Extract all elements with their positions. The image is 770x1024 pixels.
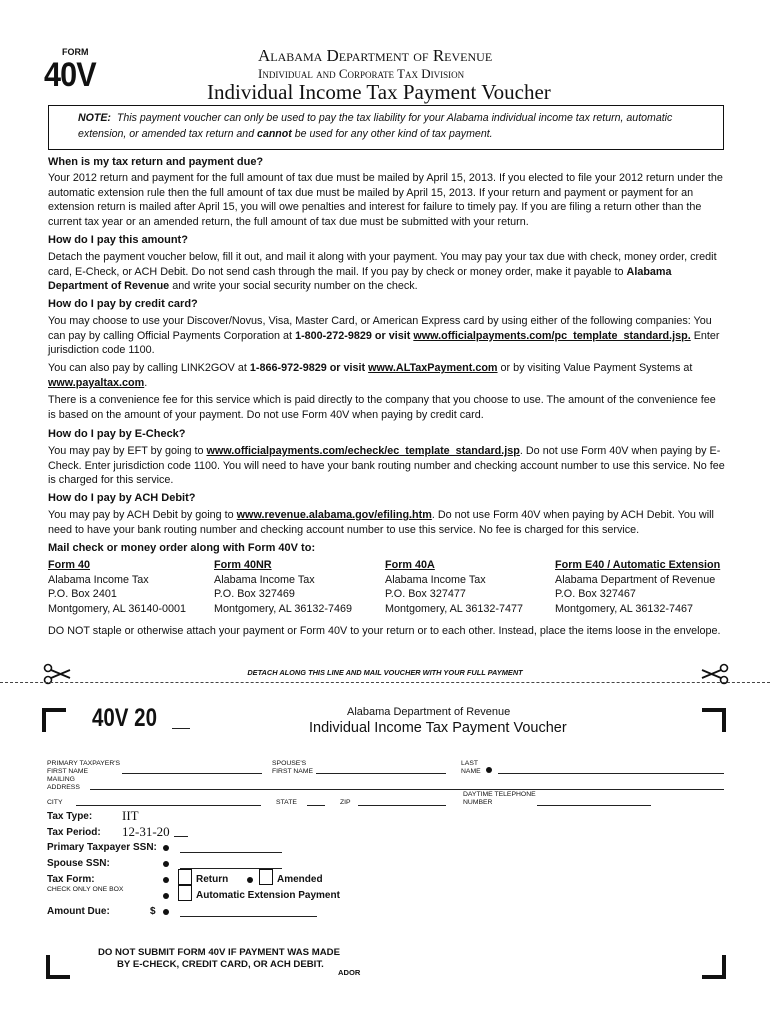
bullet-icon bbox=[163, 893, 169, 899]
bullet-icon bbox=[163, 861, 169, 867]
extension-checkbox[interactable] bbox=[178, 885, 192, 901]
bullet-icon bbox=[163, 909, 169, 915]
submission-warning: DO NOT SUBMIT FORM 40V IF PAYMENT WAS MADE BY E-CHECK, CREDIT CARD, OR ACH DEBIT. bbox=[98, 947, 340, 970]
city-field[interactable] bbox=[76, 805, 261, 806]
detach-line bbox=[0, 682, 770, 683]
how-text: Detach the payment voucher below, fill it out, and mail it along with your payment. You may pay your tax due with check, money order, credit card, E-Check, or ACH Debit. Do not send cash through the mail. If you pay by check or money order, make it payable to Alabama Department of Revenue and write your social security number on the check. bbox=[48, 251, 717, 293]
tax-type-value: IIT bbox=[122, 808, 139, 823]
credit-text-1: You may choose to use your Discover/Novus, Visa, Master Card, or American Express card by using either of the following companies: You can pay by calling Official Payments Corporation at 1-800-272-9829 or visit www.officialpayments.com/pc_template_standard.jsp. Enter jurisdiction code 1100. bbox=[48, 315, 720, 357]
ach-heading: How do I pay by ACH Debit? bbox=[48, 492, 196, 504]
note-text: NOTE: This payment voucher can only be used to pay the tax liability for your Alabama individual income tax return, automatic extension, or amended tax return and cannot be used for any other kind of tax payment. bbox=[78, 112, 673, 140]
efiling-link[interactable]: www.revenue.alabama.gov/efiling.htm bbox=[236, 509, 432, 521]
echeck-link[interactable]: www.officialpayments.com/echeck/ec_template_standard.jsp bbox=[206, 445, 520, 457]
echeck-heading: How do I pay by E-Check? bbox=[48, 428, 186, 440]
return-checkbox[interactable] bbox=[178, 869, 192, 885]
amount-due-field[interactable] bbox=[180, 916, 317, 917]
daytime-phone-label: DAYTIME TELEPHONE NUMBER bbox=[463, 791, 536, 806]
return-label: Return bbox=[196, 874, 229, 885]
echeck-text: You may pay by EFT by going to www.officialpayments.com/echeck/ec_template_standard.jsp. Do not use Form 40V when paying by E-Check. Enter jurisdiction code 1100. You will need to have your bank routing number and checking account number to use this service. No fee is charged for this service. bbox=[48, 445, 725, 487]
primary-first-name-label: PRIMARY TAXPAYER'S FIRST NAME bbox=[47, 760, 121, 775]
altaxpayment-link[interactable]: www.ALTaxPayment.com bbox=[368, 362, 498, 374]
address-form-40a: Form 40A Alabama Income Tax P.O. Box 327477 Montgomery, AL 36132-7477 bbox=[385, 559, 524, 615]
extension-label: Automatic Extension Payment bbox=[196, 890, 340, 901]
crop-mark-bottom-left bbox=[46, 955, 70, 979]
crop-mark-top-right bbox=[702, 708, 726, 732]
tax-period-year-field[interactable] bbox=[174, 836, 188, 837]
mail-heading: Mail check or money order along with Form 40V to: bbox=[48, 542, 316, 554]
tax-period-value: 12-31-20 bbox=[122, 824, 170, 839]
form-number: 40V bbox=[44, 56, 96, 94]
zip-field[interactable] bbox=[358, 805, 446, 806]
tax-form-label: Tax Form: bbox=[47, 874, 95, 885]
address-form-e40: Form E40 / Automatic Extension Alabama Department of Revenue P.O. Box 327467 Montgomery, AL 36132-7467 bbox=[555, 559, 721, 615]
scissors-icon bbox=[700, 663, 730, 690]
voucher-department: Alabama Department of Revenue bbox=[347, 706, 511, 718]
how-heading: How do I pay this amount? bbox=[48, 234, 188, 246]
primary-ssn-label: Primary Taxpayer SSN: bbox=[47, 842, 157, 853]
amount-due-label: Amount Due: bbox=[47, 906, 110, 917]
year-field[interactable] bbox=[172, 728, 190, 729]
bullet-icon bbox=[163, 845, 169, 851]
bullet-icon bbox=[247, 877, 253, 883]
voucher-title: Individual Income Tax Payment Voucher bbox=[309, 720, 567, 736]
spouse-ssn-label: Spouse SSN: bbox=[47, 858, 110, 869]
department-name: Alabama Department of Revenue bbox=[258, 46, 493, 65]
state-label: STATE bbox=[276, 799, 297, 806]
city-label: CITY bbox=[47, 799, 63, 806]
spouse-first-name-field[interactable] bbox=[316, 773, 446, 774]
primary-ssn-field[interactable] bbox=[180, 852, 282, 853]
credit-text-2: You can also pay by calling LINK2GOV at 1-866-972-9829 or visit www.ALTaxPayment.com or by visiting Value Payment Systems at www.payaltax.com. bbox=[48, 362, 693, 389]
mailing-address-label: MAILING ADDRESS bbox=[47, 776, 80, 791]
dollar-sign: $ bbox=[150, 906, 156, 917]
form-label: FORM bbox=[62, 47, 89, 57]
check-one-label: CHECK ONLY ONE BOX bbox=[47, 886, 124, 893]
tax-period-label: Tax Period: bbox=[47, 827, 101, 838]
last-name-field[interactable] bbox=[498, 773, 724, 774]
bullet-icon bbox=[163, 877, 169, 883]
crop-mark-bottom-right bbox=[702, 955, 726, 979]
due-text: Your 2012 return and payment for the full amount of tax due must be mailed by April 15, 2013. If you elected to file your 2012 return under the automatic extension rule then the full amount of tax due must be mailed by April 15, 2013. If your return and payment or payment for an extension return is mailed after April 15, you will owe penalties and interest for failure to timely pay. If you are filing a return other than the current tax year or an amended return, the full amount of tax due must be submitted with your return. bbox=[48, 172, 723, 228]
amended-label: Amended bbox=[277, 874, 323, 885]
ach-text: You may pay by ACH Debit by going to www.revenue.alabama.gov/efiling.htm. Do not use Form 40V when paying by ACH Debit. You will need to have your bank routing number and checking account number to use this service. No fee is charged for this service. bbox=[48, 509, 714, 536]
division-name: Individual and Corporate Tax Division bbox=[258, 66, 465, 81]
state-field[interactable] bbox=[307, 805, 325, 806]
primary-first-name-field[interactable] bbox=[122, 773, 262, 774]
bullet-icon bbox=[486, 767, 492, 773]
zip-label: ZIP bbox=[340, 799, 351, 806]
mailing-address-field[interactable] bbox=[90, 789, 724, 790]
official-payments-link[interactable]: www.officialpayments.com/pc_template_standard.jsp. bbox=[413, 329, 691, 342]
staple-note: DO NOT staple or otherwise attach your payment or Form 40V to your return or to each other. Instead, place the items loose in the envelope. bbox=[48, 625, 721, 637]
address-form-40: Form 40 Alabama Income Tax P.O. Box 2401 Montgomery, AL 36140-0001 bbox=[48, 559, 187, 615]
payaltax-link[interactable]: www.payaltax.com bbox=[48, 376, 145, 389]
daytime-phone-field[interactable] bbox=[537, 805, 651, 806]
spouse-first-name-label: SPOUSE'S FIRST NAME bbox=[272, 760, 314, 775]
amended-checkbox[interactable] bbox=[259, 869, 273, 885]
due-heading: When is my tax return and payment due? bbox=[48, 156, 264, 168]
credit-heading: How do I pay by credit card? bbox=[48, 298, 198, 310]
last-name-label: LAST NAME bbox=[461, 760, 481, 775]
crop-mark-top-left bbox=[42, 708, 66, 732]
detach-instruction: DETACH ALONG THIS LINE AND MAIL VOUCHER WITH YOUR FULL PAYMENT bbox=[247, 668, 523, 677]
voucher-form-year: 40V 20 bbox=[92, 704, 157, 732]
ador-code: ADOR bbox=[338, 968, 361, 977]
tax-type-label: Tax Type: bbox=[47, 811, 93, 822]
note-label: NOTE: bbox=[78, 112, 111, 124]
address-form-40nr: Form 40NR Alabama Income Tax P.O. Box 327469 Montgomery, AL 36132-7469 bbox=[214, 559, 353, 615]
credit-text-3: There is a convenience fee for this service which is paid directly to the company that you choose to use. The amount of the convenience fee is based on the amount of your payment. Do not use Form 40V when paying by credit card. bbox=[48, 394, 716, 421]
page-title: Individual Income Tax Payment Voucher bbox=[207, 80, 551, 104]
